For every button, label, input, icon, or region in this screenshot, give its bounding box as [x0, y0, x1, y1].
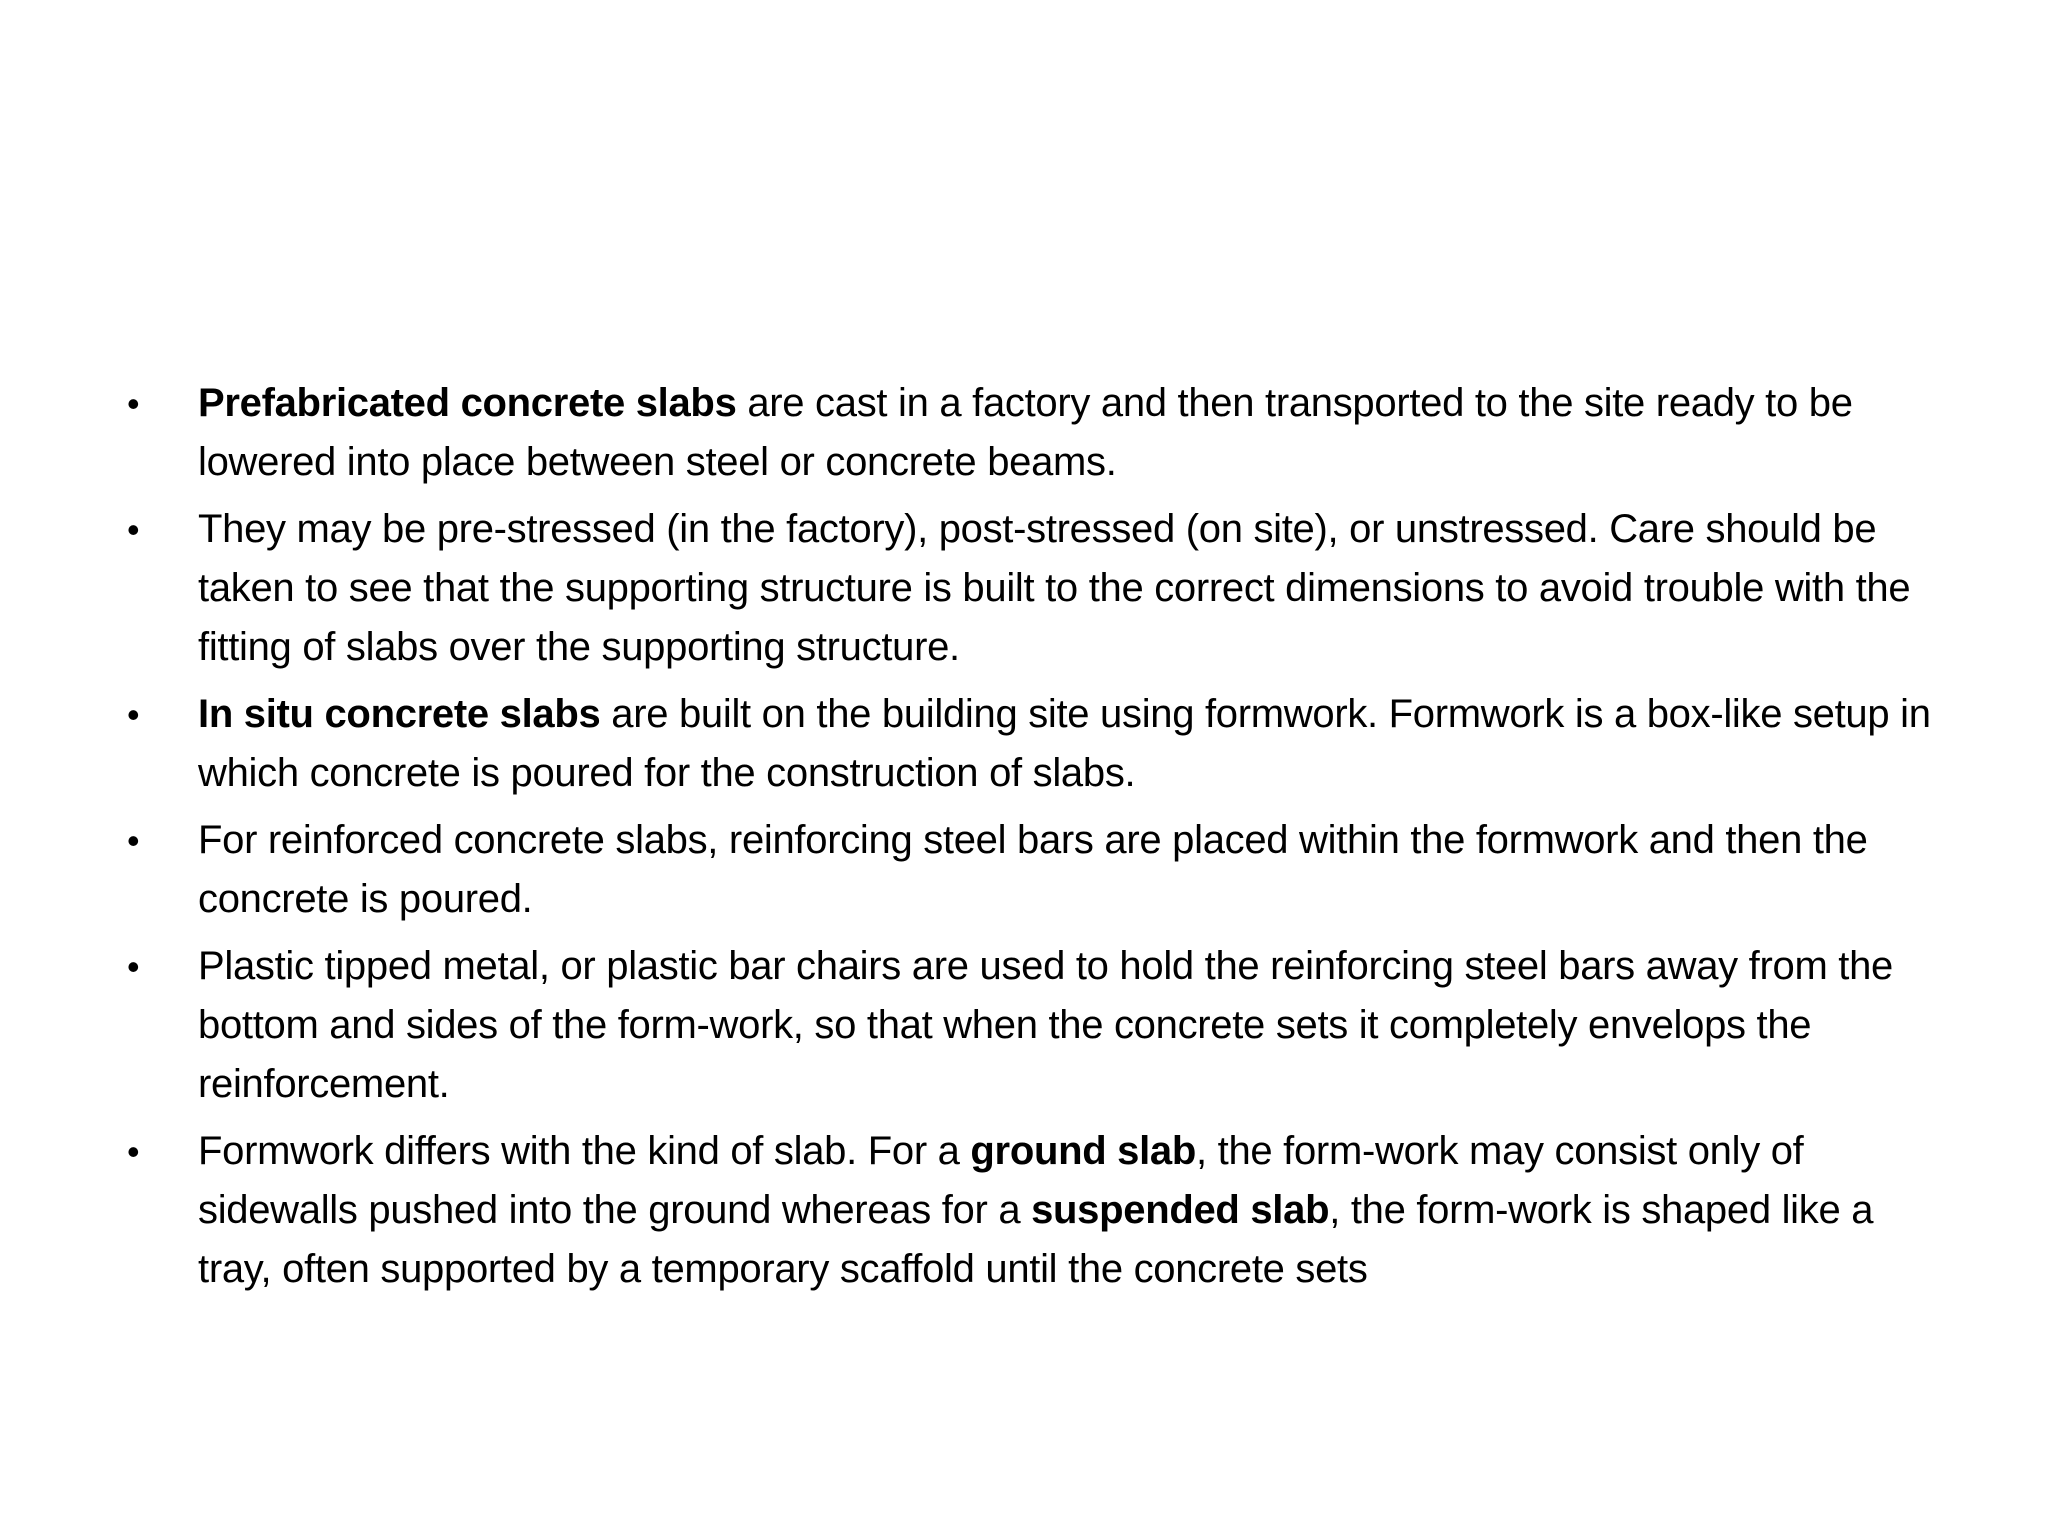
bullet-icon: • [127, 820, 140, 861]
bullet-text-bold: Prefabricated concrete slabs [198, 381, 737, 425]
bullet-text: , the form-work may consist only of sidewalls pushed into the ground whereas for a [198, 1129, 1804, 1232]
bullet-text-bold: ground slab [970, 1129, 1197, 1173]
bullet-text: Plastic tipped metal, or plastic bar chairs are used to hold the reinforcing steel bars away from the bottom and sides of the form-work, so that when the concrete sets it completely envelops the reinforcement. [198, 944, 1893, 1106]
bullet-item [118, 685, 1948, 803]
bullet-list [118, 374, 1948, 1307]
bullet-text-bold: suspended slab [1031, 1188, 1330, 1232]
bullet-text: For reinforced concrete slabs, reinforcing steel bars are placed within the formwork and then the concrete is poured. [198, 818, 1868, 921]
bullet-text-bold: In situ concrete slabs [198, 692, 601, 736]
bullet-text: They may be pre-stressed (in the factory), post-stressed (on site), or unstressed. Care should be taken to see that the supporting structure is built to the correct dimensions to avoid trouble with the fitting of slabs over the supporting structure. [198, 507, 1911, 669]
bullet-item [118, 500, 1948, 677]
bullet-icon: • [127, 509, 140, 550]
bullet-icon: • [127, 1131, 140, 1172]
bullet-text: are built on the building site using formwork. Formwork is a box-like setup in which concrete is poured for the construction of slabs. [198, 692, 1931, 795]
bullet-item [118, 1122, 1948, 1299]
bullet-text: , the form-work is shaped like a tray, often supported by a temporary scaffold until the concrete sets [198, 1188, 1874, 1291]
bullet-text: Formwork differs with the kind of slab. For a [198, 1129, 971, 1173]
bullet-text: are cast in a factory and then transported to the site ready to be lowered into place between steel or concrete beams. [198, 381, 1853, 484]
bullet-item [118, 374, 1948, 492]
bullet-icon: • [127, 946, 140, 987]
bullet-item [118, 811, 1948, 929]
bullet-item [118, 937, 1948, 1114]
bullet-icon: • [127, 383, 140, 424]
bullet-icon: • [127, 694, 140, 735]
